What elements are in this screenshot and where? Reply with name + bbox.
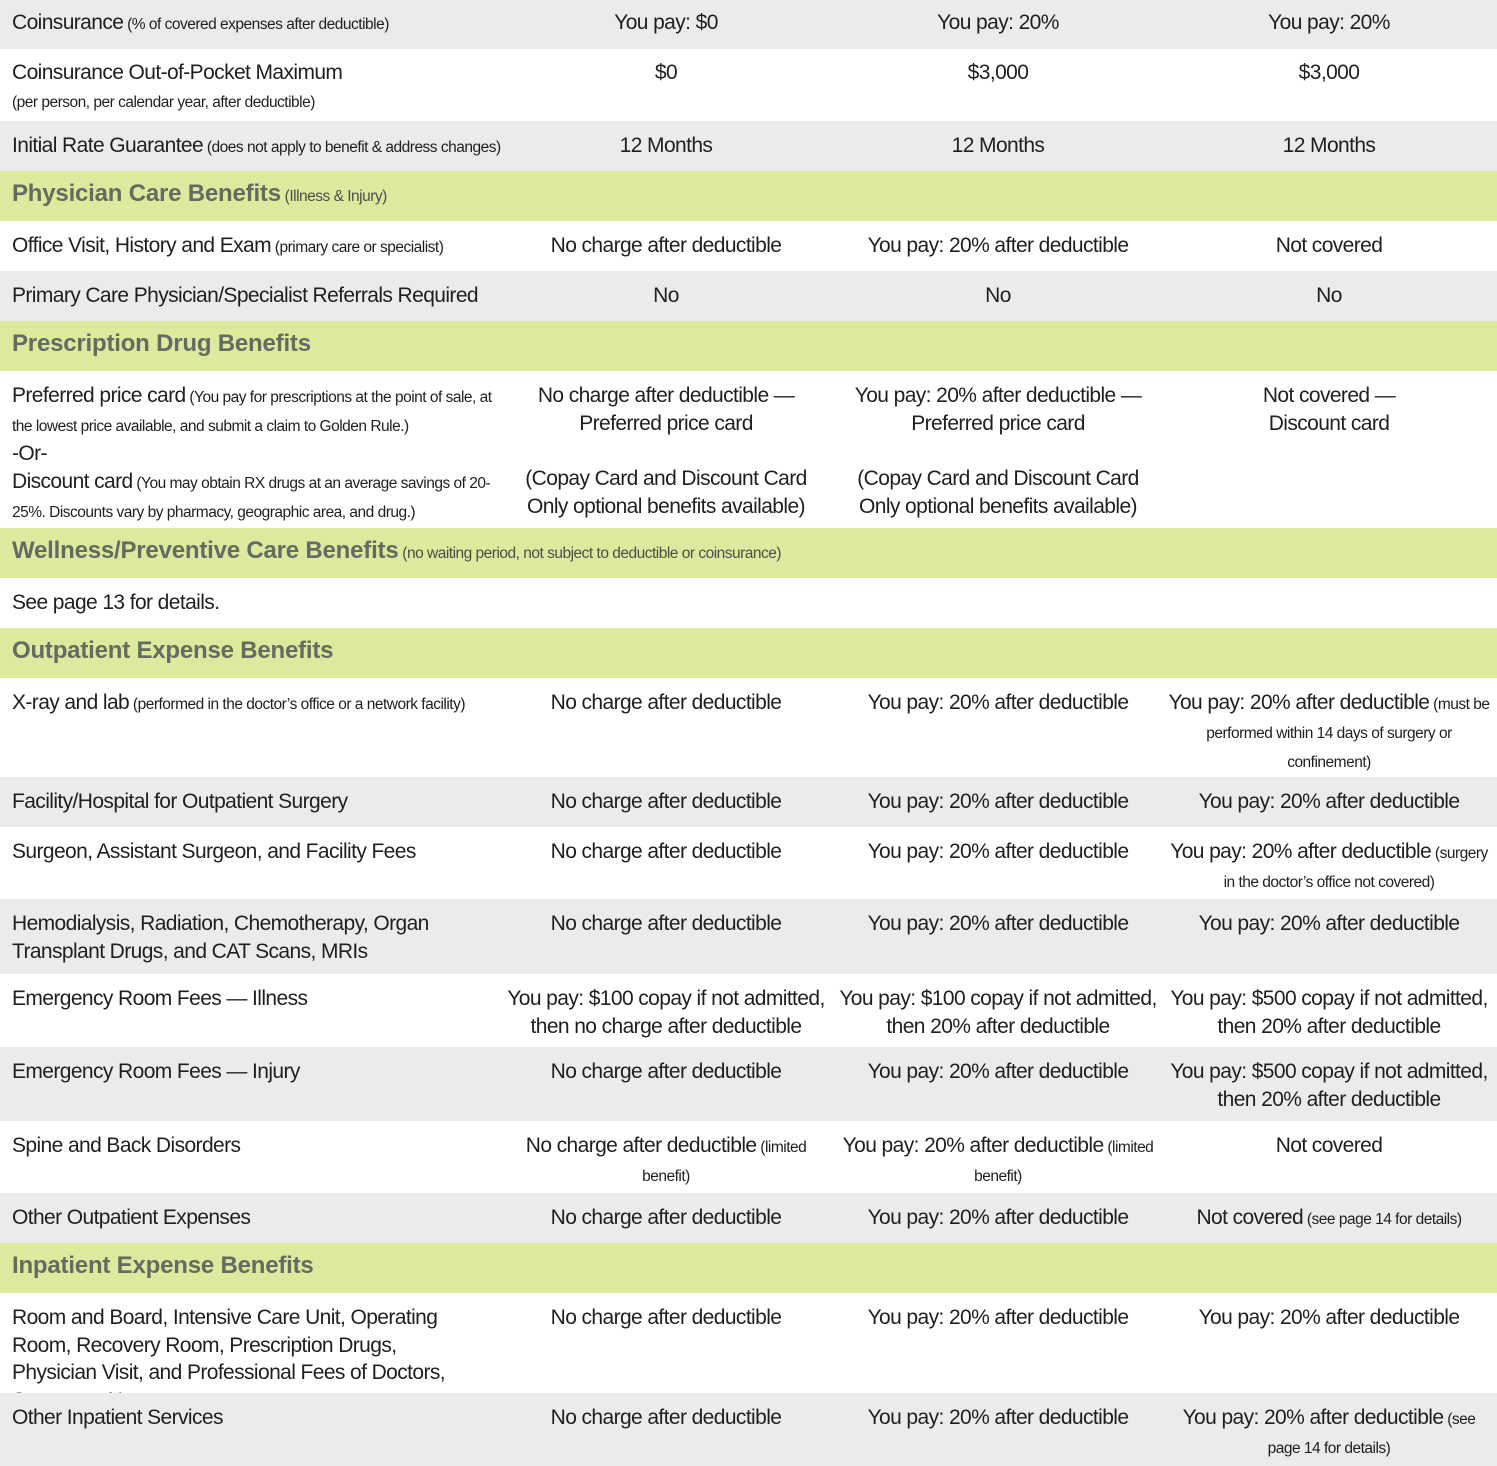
plan2-value: You pay: 20% after deductible bbox=[867, 840, 1129, 863]
plan3-value: $3,000 bbox=[1298, 61, 1360, 84]
row-label: X-ray and lab (performed in the doctor’s office or a network facility) bbox=[12, 691, 466, 714]
plan2-value: You pay: 20% after deductible (limited benefit) bbox=[842, 1134, 1154, 1185]
plan2-value: You pay: 20% after deductible bbox=[867, 1060, 1129, 1083]
row-label: See page 13 for details. bbox=[12, 591, 220, 614]
table-row bbox=[0, 0, 1497, 49]
table-row bbox=[0, 578, 1497, 628]
plan1-value: No charge after deductible (limited benefit) bbox=[525, 1134, 807, 1185]
plan3-value: You pay: 20% after deductible (must be performed within 14 days of surgery or confinement) bbox=[1168, 691, 1490, 771]
plan3-value: Not covered (see page 14 for details) bbox=[1196, 1206, 1462, 1229]
section-header bbox=[0, 321, 1497, 371]
section-title: Physician Care Benefits (Illness & Injury) bbox=[12, 180, 387, 207]
plan3-value: Not covered bbox=[1275, 1134, 1383, 1157]
row-label: Coinsurance Out-of-Pocket Maximum (per person, per calendar year, after deductible) bbox=[12, 61, 343, 111]
row-label: Office Visit, History and Exam (primary care or specialist) bbox=[12, 234, 444, 257]
plan1-value: No charge after deductible bbox=[550, 1206, 782, 1229]
plan3-value: No bbox=[1316, 284, 1342, 307]
plan1-value: You pay: $0 bbox=[614, 11, 718, 34]
plan1-value: No charge after deductible bbox=[550, 1060, 782, 1083]
row-label: Room and Board, Intensive Care Unit, Operating Room, Recovery Room, Prescription Drugs, Physician Visit, and Professional Fees of Doctors, bbox=[12, 1306, 445, 1384]
section-title: Wellness/Preventive Care Benefits (no waiting period, not subject to deductible or coinsurance) bbox=[12, 537, 782, 564]
plan3-value: You pay: 20% after deductible (see page 14 for details) bbox=[1182, 1406, 1476, 1457]
plan3-value: You pay: $500 copay if not admitted, then 20% after deductible bbox=[1170, 987, 1488, 1038]
row-label: Coinsurance (% of covered expenses after deductible) bbox=[12, 11, 389, 34]
plan3-value: You pay: 20% after deductible bbox=[1198, 912, 1460, 935]
section-title: Prescription Drug Benefits bbox=[12, 330, 311, 357]
plan3-value: You pay: 20% after deductible (surgery in the doctor’s office not covered) bbox=[1170, 840, 1488, 891]
section-header bbox=[0, 1243, 1497, 1293]
table-row bbox=[0, 1047, 1497, 1121]
plan2-value: You pay: 20% after deductible bbox=[867, 1406, 1129, 1429]
plan2-value: $3,000 bbox=[967, 61, 1029, 84]
row-label: Primary Care Physician/Specialist Referrals Required bbox=[12, 284, 478, 307]
plan2-value: 12 Months bbox=[951, 134, 1045, 157]
plan2-value: You pay: 20% after deductible bbox=[867, 691, 1129, 714]
table-row bbox=[0, 1121, 1497, 1193]
plan2-value: No bbox=[985, 284, 1011, 307]
row-label: Surgeon, Assistant Surgeon, and Facility Fees bbox=[12, 840, 416, 863]
section-header bbox=[0, 528, 1497, 578]
plan3-value: Not covered bbox=[1275, 234, 1383, 257]
table-row bbox=[0, 1393, 1497, 1466]
plan3-value: You pay: 20% after deductible bbox=[1198, 1306, 1460, 1329]
plan1-value: No charge after deductible bbox=[550, 1406, 782, 1429]
plan2-value: You pay: 20% after deductible bbox=[867, 234, 1129, 257]
section-title: Outpatient Expense Benefits bbox=[12, 637, 334, 664]
plan1-value: No charge after deductible — Preferred price card (Copay Card and Discount Card Only optional benefits available) bbox=[525, 384, 807, 518]
section-title: Inpatient Expense Benefits bbox=[12, 1252, 314, 1279]
plan3-value: You pay: 20% after deductible bbox=[1198, 790, 1460, 813]
plan3-value: 12 Months bbox=[1282, 134, 1376, 157]
section-header bbox=[0, 171, 1497, 221]
section-header bbox=[0, 628, 1497, 678]
row-label: Emergency Room Fees — Injury bbox=[12, 1060, 300, 1083]
row-label: Spine and Back Disorders bbox=[12, 1134, 241, 1157]
plan1-value: No charge after deductible bbox=[550, 912, 782, 935]
plan1-value: $0 bbox=[654, 61, 678, 84]
plan1-value: No bbox=[653, 284, 679, 307]
table-row bbox=[0, 371, 1497, 528]
plan3-value: You pay: $500 copay if not admitted, then 20% after deductible bbox=[1170, 1060, 1488, 1111]
plan1-value: No charge after deductible bbox=[550, 1306, 782, 1329]
row-label: Hemodialysis, Radiation, Chemotherapy, Organ Transplant Drugs, and CAT Scans, MRIs bbox=[12, 912, 429, 963]
row-label: Emergency Room Fees — Illness bbox=[12, 987, 308, 1010]
plan2-value: You pay: $100 copay if not admitted, then 20% after deductible bbox=[839, 987, 1157, 1038]
table-row bbox=[0, 121, 1497, 171]
table-row bbox=[0, 271, 1497, 321]
table-row bbox=[0, 827, 1497, 899]
plan2-value: You pay: 20% after deductible bbox=[867, 1306, 1129, 1329]
table-row bbox=[0, 1293, 1497, 1393]
plan1-value: You pay: $100 copay if not admitted, then no charge after deductible bbox=[507, 987, 825, 1038]
table-row bbox=[0, 899, 1497, 974]
plan2-value: You pay: 20% bbox=[937, 11, 1059, 34]
table-row bbox=[0, 1193, 1497, 1243]
plan2-value: You pay: 20% after deductible — Preferred price card (Copay Card and Discount Card Only optional benefits available) bbox=[854, 384, 1142, 518]
row-label: Preferred price card (You pay for prescriptions at the point of sale, at the lowest price available, and submit a claim to Golden Rule.) -Or- Discount card (You may obtain RX drugs at an average savings of 20-25%. Discounts vary by pharmacy, geographic area, and drug.) bbox=[12, 384, 492, 521]
plan2-value: You pay: 20% after deductible bbox=[867, 1206, 1129, 1229]
plan2-value: You pay: 20% after deductible bbox=[867, 912, 1129, 935]
table-row bbox=[0, 974, 1497, 1047]
table-row bbox=[0, 221, 1497, 271]
table-row bbox=[0, 678, 1497, 777]
row-label: Facility/Hospital for Outpatient Surgery bbox=[12, 790, 348, 813]
table-row bbox=[0, 49, 1497, 121]
row-label: Other Outpatient Expenses bbox=[12, 1206, 251, 1229]
plan3-value: You pay: 20% bbox=[1268, 11, 1390, 34]
plan1-value: No charge after deductible bbox=[550, 840, 782, 863]
table-row bbox=[0, 777, 1497, 827]
row-label: Other Inpatient Services bbox=[12, 1406, 223, 1429]
plan1-value: No charge after deductible bbox=[550, 790, 782, 813]
row-label: Initial Rate Guarantee (does not apply to benefit & address changes) bbox=[12, 134, 501, 157]
plan3-value: Not covered — Discount card bbox=[1262, 384, 1396, 435]
plan1-value: 12 Months bbox=[619, 134, 713, 157]
plan2-value: You pay: 20% after deductible bbox=[867, 790, 1129, 813]
plan1-value: No charge after deductible bbox=[550, 691, 782, 714]
plan1-value: No charge after deductible bbox=[550, 234, 782, 257]
